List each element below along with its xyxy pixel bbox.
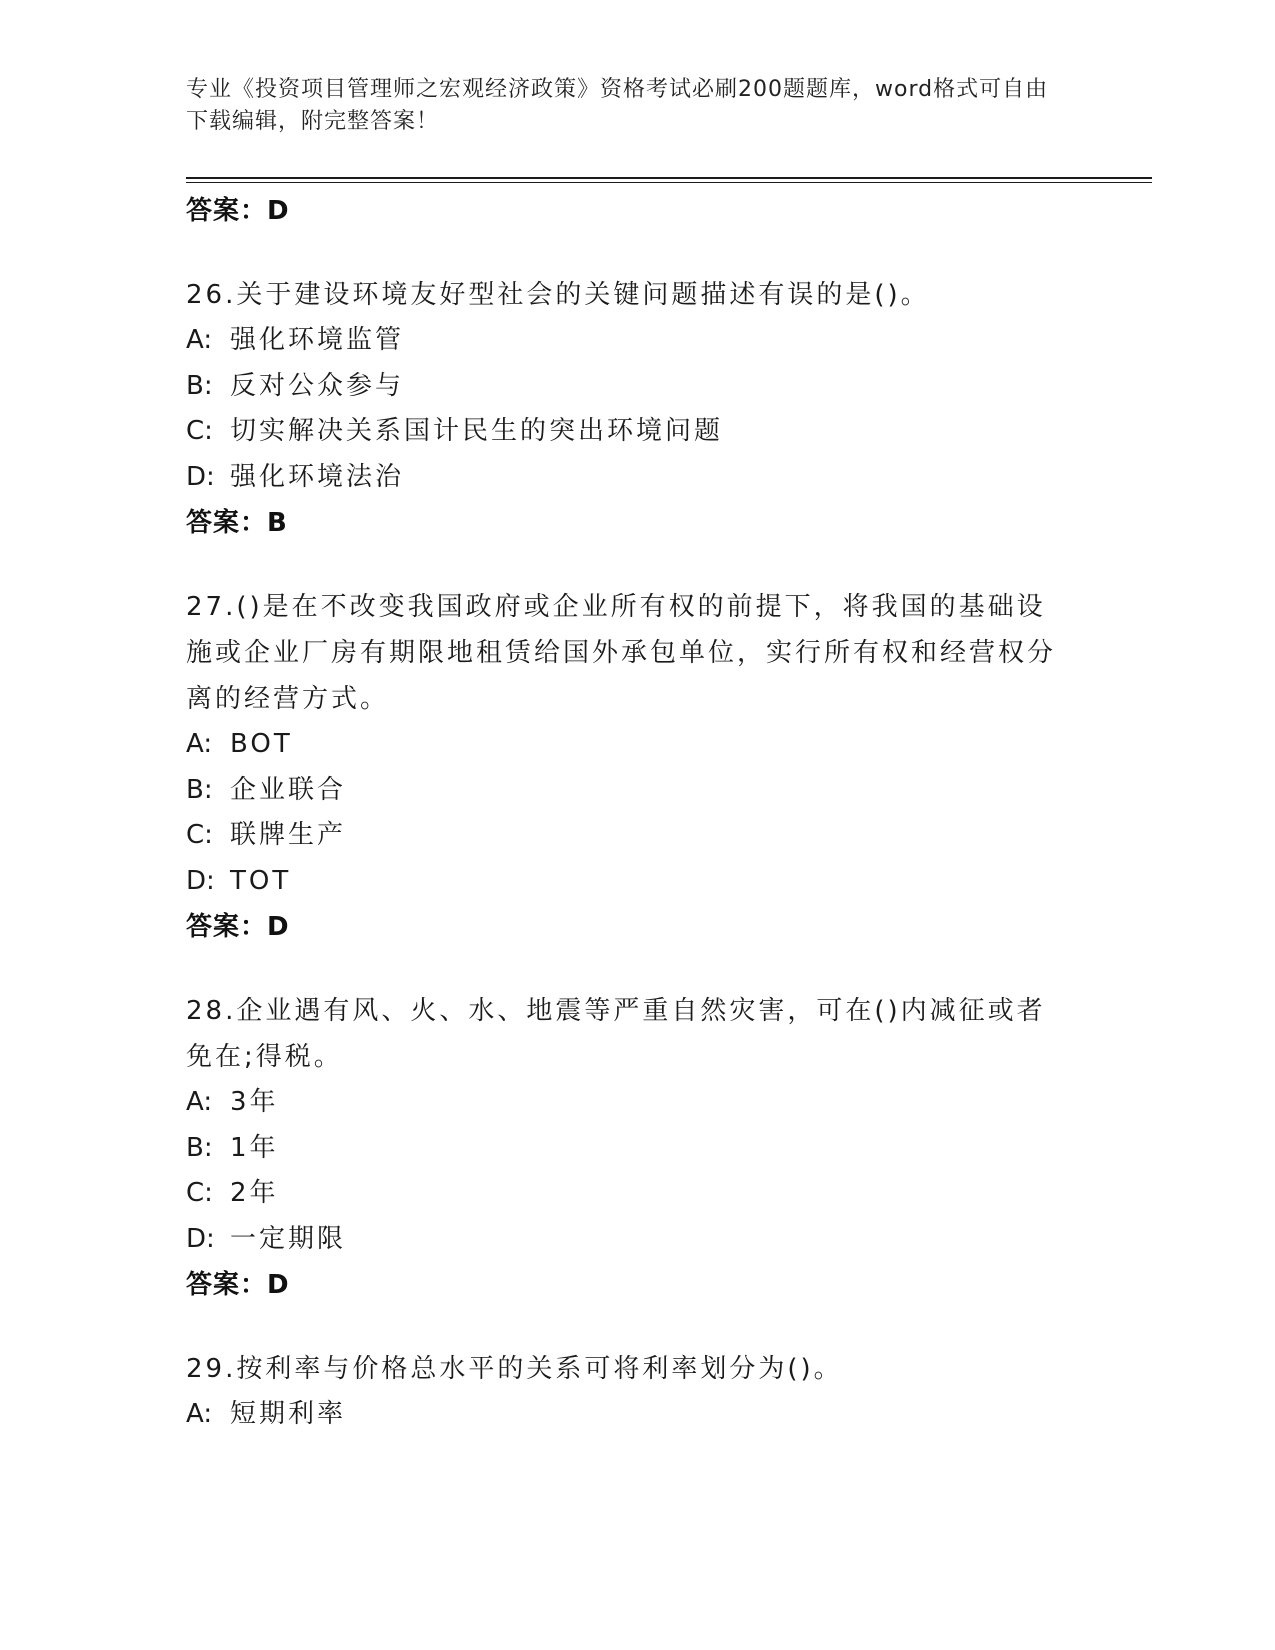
option-letter: B: <box>186 774 213 805</box>
option-d <box>186 1217 1086 1263</box>
option-b <box>186 768 1086 814</box>
question-text: 26.关于建设环境友好型社会的关键问题描述有误的是()。 <box>186 280 930 310</box>
option-text: 联牌生产 <box>230 820 347 850</box>
option-text: 企业联合 <box>230 774 347 805</box>
option-d <box>186 455 1086 501</box>
option-letter: A: <box>186 1087 213 1117</box>
option-c <box>186 409 1086 455</box>
option-letter: B: <box>186 370 213 401</box>
option-letter: B: <box>186 1132 213 1163</box>
question-29 <box>186 1346 1086 1438</box>
option-b <box>186 364 1086 410</box>
option-letter: A: <box>186 729 213 759</box>
option-c <box>186 1171 1086 1217</box>
option-b <box>186 1126 1086 1172</box>
option-letter: A: <box>186 1399 213 1429</box>
option-a <box>186 722 1086 768</box>
option-c <box>186 813 1086 859</box>
option-a <box>186 1080 1086 1126</box>
option-letter: C: <box>186 416 213 446</box>
question-28 <box>186 988 1086 1308</box>
option-text: 强化环境法治 <box>230 461 405 492</box>
option-text: 2年 <box>230 1178 279 1208</box>
option-text: 短期利率 <box>230 1399 347 1429</box>
answer-line: 答案：D <box>186 196 290 226</box>
option-text: 强化环境监管 <box>230 325 405 355</box>
option-letter: D: <box>186 461 215 492</box>
option-letter: C: <box>186 1178 213 1208</box>
option-letter: D: <box>186 865 215 896</box>
option-text: TOT <box>230 865 292 896</box>
question-text: 29.按利率与价格总水平的关系可将利率划分为()。 <box>186 1354 843 1384</box>
option-letter: A: <box>186 325 213 355</box>
option-text: 反对公众参与 <box>230 370 405 401</box>
option-text: BOT <box>230 729 293 759</box>
question-text: 27.()是在不改变我国政府或企业所有权的前提下，将我国的基础设施或企业厂房有期限地租赁给国外承包单位，实行所有权和经营权分离的经营方式。 <box>186 592 1057 714</box>
question-27 <box>186 584 1086 950</box>
document-header: 专业《投资项目管理师之宏观经济政策》资格考试必刷200题题库，word格式可自由下载编辑，附完整答案！ <box>186 77 1049 134</box>
option-d <box>186 859 1086 905</box>
option-a <box>186 318 1086 364</box>
option-a <box>186 1392 1086 1438</box>
option-text: 3年 <box>230 1087 279 1117</box>
header-rule-thin <box>186 182 1152 183</box>
question-list <box>186 188 1086 1438</box>
option-letter: C: <box>186 820 213 850</box>
option-text: 一定期限 <box>230 1223 347 1254</box>
header-rule-thick <box>186 177 1152 179</box>
question-26 <box>186 272 1086 546</box>
answer-line: 答案：D <box>186 1270 290 1300</box>
option-letter: D: <box>186 1223 215 1254</box>
question-text: 28.企业遇有风、火、水、地震等严重自然灾害，可在()内减征或者免在;得税。 <box>186 996 1046 1072</box>
answer-line: 答案：D <box>186 912 290 942</box>
option-text: 1年 <box>230 1132 279 1163</box>
option-text: 切实解决关系国计民生的突出环境问题 <box>230 416 724 446</box>
answer-line: 答案：B <box>186 508 288 538</box>
